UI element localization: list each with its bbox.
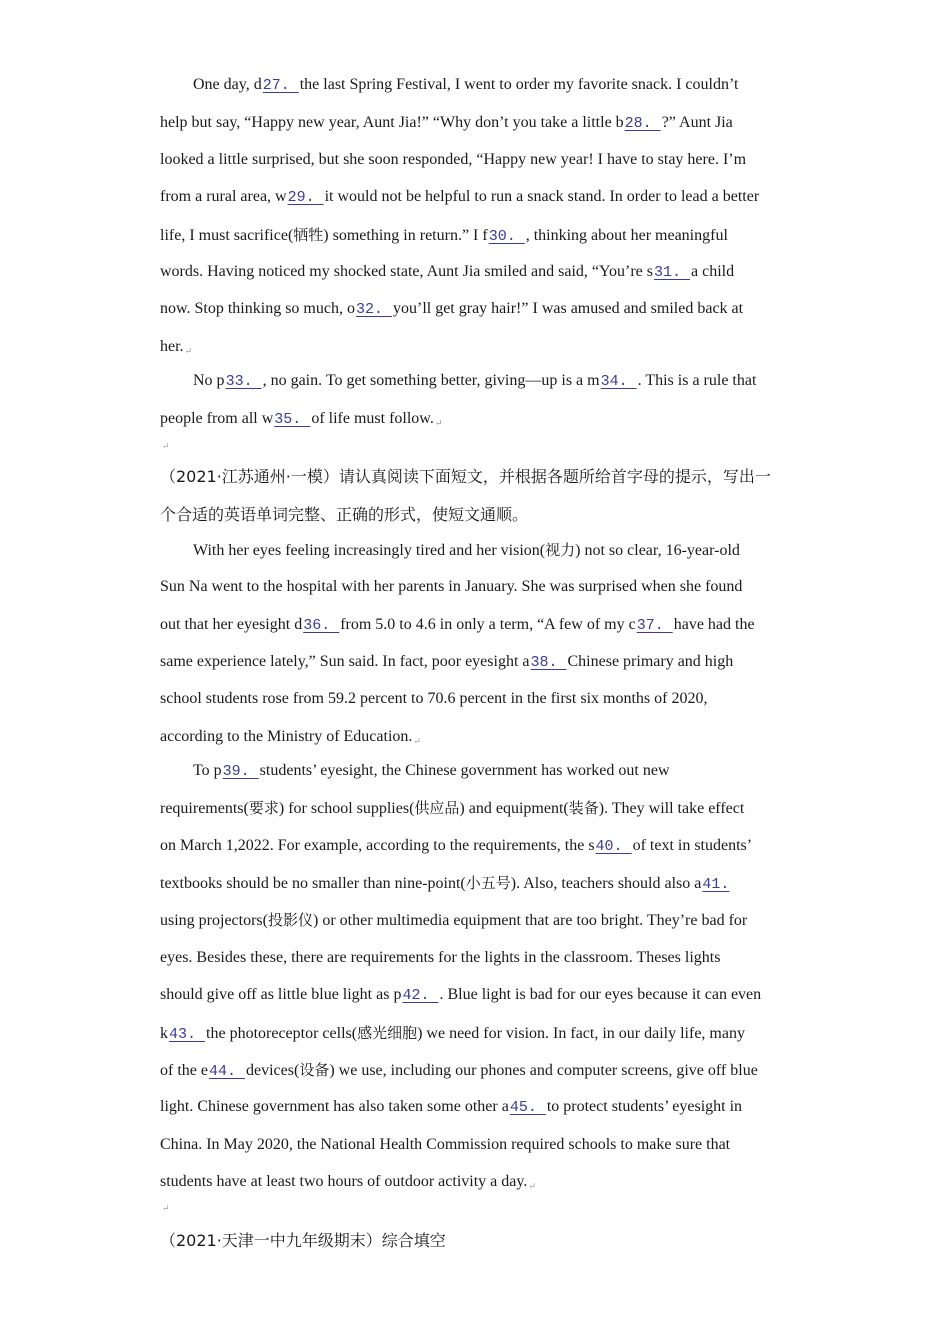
answer-blank[interactable]: 38. bbox=[530, 654, 567, 671]
text-segment: . Blue light is bad for our eyes because it can even bbox=[439, 986, 762, 1003]
passage1-line bbox=[193, 371, 756, 391]
chinese-gloss: 供应品 bbox=[414, 799, 460, 817]
text-segment: ?” Aunt Jia bbox=[661, 114, 733, 131]
paragraph-mark-icon: ↵ bbox=[184, 346, 193, 356]
answer-blank[interactable]: 27. bbox=[262, 77, 299, 94]
text-segment: on March 1,2022. For example, according to the requirements, the s bbox=[160, 837, 595, 854]
text-segment: words. Having noticed my shocked state, Aunt Jia smiled and said, “You’re s bbox=[160, 263, 653, 280]
text-segment: of text in students’ bbox=[632, 837, 753, 854]
answer-blank[interactable]: 33. bbox=[225, 373, 262, 390]
text-segment: students’ eyesight, the Chinese government has worked out new bbox=[259, 762, 670, 779]
text-segment: textbooks should be no smaller than nine-point( bbox=[160, 875, 466, 892]
paragraph-mark-icon: ↵ bbox=[528, 1181, 536, 1191]
answer-blank[interactable]: 42. bbox=[402, 987, 439, 1004]
answer-blank[interactable]: 45. bbox=[509, 1099, 546, 1116]
text-segment: China. In May 2020, the National Health Commission required schools to make sure that bbox=[160, 1136, 731, 1153]
text-segment: it would not be helpful to run a snack stand. In order to lead a better bbox=[324, 188, 760, 205]
passage1-line bbox=[160, 409, 442, 429]
passage2-line bbox=[160, 910, 747, 930]
task-heading: （2021·天津一中九年级期末）综合填空 bbox=[160, 1231, 446, 1250]
answer-blank[interactable]: 32. bbox=[355, 301, 392, 318]
chinese-gloss: 装备 bbox=[568, 799, 599, 817]
text-segment: ) we need for vision. In fact, in our daily life, many bbox=[417, 1025, 745, 1042]
text-segment: . This is a rule that bbox=[637, 372, 757, 389]
passage2-line bbox=[160, 1060, 758, 1080]
text-segment: should give off as little blue light as p bbox=[160, 986, 402, 1003]
text-segment: ) we use, including our phones and computer screens, give off blue bbox=[329, 1062, 758, 1079]
text-segment: now. Stop thinking so much, o bbox=[160, 300, 355, 317]
answer-blank[interactable]: 30. bbox=[488, 228, 525, 245]
text-segment: of life must follow. bbox=[311, 410, 434, 427]
text-segment: , thinking about her meaningful bbox=[525, 227, 728, 244]
passage2-line bbox=[160, 1135, 730, 1155]
passage2-line bbox=[160, 985, 761, 1005]
chinese-gloss: 视力 bbox=[545, 541, 576, 559]
text-segment: her. bbox=[160, 338, 184, 355]
text-segment: ). Also, teachers should also a bbox=[510, 875, 702, 892]
passage2-line bbox=[160, 652, 733, 672]
text-segment: No p bbox=[193, 372, 225, 389]
text-segment: Chinese primary and high bbox=[567, 653, 734, 670]
text-segment: people from all w bbox=[160, 410, 274, 427]
passage2-line bbox=[160, 577, 742, 597]
task-heading: （2021·江苏通州·一模）请认真阅读下面短文，并根据各题所给首字母的提示，写出一 bbox=[160, 467, 771, 486]
answer-blank[interactable]: 40. bbox=[595, 838, 632, 855]
passage2-line bbox=[160, 836, 752, 856]
text-segment: ) something in return.” I f bbox=[323, 227, 488, 244]
answer-blank[interactable]: 37. bbox=[636, 617, 673, 634]
answer-blank[interactable]: 29. bbox=[287, 189, 324, 206]
passage1-line bbox=[160, 225, 728, 245]
passage1-line bbox=[160, 262, 734, 282]
text-segment: One day, d bbox=[193, 76, 262, 93]
text-segment: eyes. Besides these, there are requirements for the lights in the classroom. Theses lights bbox=[160, 949, 721, 966]
text-segment: of the e bbox=[160, 1062, 208, 1079]
text-segment: ) not so clear, 16-year-old bbox=[575, 542, 740, 559]
passage2-line bbox=[160, 689, 707, 709]
passage1-line bbox=[193, 75, 738, 95]
text-segment: students have at least two hours of outdoor activity a day. bbox=[160, 1173, 528, 1190]
text-segment: same experience lately,” Sun said. In fact, poor eyesight a bbox=[160, 653, 530, 670]
chinese-gloss: 设备 bbox=[299, 1061, 330, 1079]
text-segment: from 5.0 to 4.6 in only a term, “A few of my c bbox=[340, 616, 636, 633]
text-segment: With her eyes feeling increasingly tired and her vision( bbox=[193, 542, 546, 559]
text-segment: you’ll get gray hair!” I was amused and smiled back at bbox=[392, 300, 744, 317]
text-segment: , no gain. To get something better, giving—up is a m bbox=[262, 372, 600, 389]
chinese-gloss: 牺牲 bbox=[293, 226, 324, 244]
passage2-line bbox=[160, 948, 720, 968]
chinese-gloss: 要求 bbox=[248, 799, 279, 817]
chinese-gloss: 小五号 bbox=[465, 874, 511, 892]
passage2-line bbox=[160, 873, 730, 893]
answer-blank[interactable]: 43. bbox=[169, 1026, 206, 1043]
text-segment: the last Spring Festival, I went to order my favorite snack. I couldn’t bbox=[299, 76, 739, 93]
passage2-line bbox=[160, 1023, 745, 1043]
text-segment: ) and equipment( bbox=[459, 800, 569, 817]
passage1-line bbox=[160, 150, 746, 170]
text-segment: Sun Na went to the hospital with her parents in January. She was surprised when she found bbox=[160, 578, 743, 595]
text-segment: ) for school supplies( bbox=[278, 800, 415, 817]
text-segment: the photoreceptor cells( bbox=[206, 1025, 358, 1042]
passage2-line bbox=[160, 727, 421, 747]
text-segment: k bbox=[160, 1025, 168, 1042]
answer-blank[interactable]: 44. bbox=[208, 1063, 245, 1080]
answer-blank[interactable]: 39. bbox=[222, 763, 259, 780]
passage2-line bbox=[193, 761, 670, 781]
empty-paragraph-mark-icon: ↵ bbox=[162, 441, 170, 451]
text-segment: light. Chinese government has also taken some other a bbox=[160, 1098, 509, 1115]
task-heading-continued: 个合适的英语单词完整、正确的形式，使短文通顺。 bbox=[160, 505, 529, 524]
text-segment: to protect students’ eyesight in bbox=[546, 1098, 743, 1115]
answer-blank[interactable]: 35. bbox=[274, 411, 311, 428]
paragraph-mark-icon: ↵ bbox=[413, 736, 421, 746]
text-segment: devices( bbox=[246, 1062, 300, 1079]
text-segment: help but say, “Happy new year, Aunt Jia!” “Why don’t you take a little b bbox=[160, 114, 624, 131]
passage2-line bbox=[160, 1097, 742, 1117]
answer-blank[interactable]: 34. bbox=[600, 373, 637, 390]
passage1-line bbox=[160, 299, 743, 319]
paragraph-mark-icon: ↵ bbox=[434, 418, 443, 428]
answer-blank[interactable]: 31. bbox=[653, 264, 690, 281]
answer-blank[interactable]: 28. bbox=[624, 115, 661, 132]
chinese-gloss: 感光细胞 bbox=[357, 1024, 418, 1042]
text-segment: according to the Ministry of Education. bbox=[160, 728, 413, 745]
passage2-line bbox=[160, 615, 755, 635]
text-segment: requirements( bbox=[160, 800, 249, 817]
answer-blank[interactable]: 36. bbox=[303, 617, 340, 634]
text-segment: a child bbox=[690, 263, 735, 280]
text-segment: ) or other multimedia equipment that are too bright. They’re bad for bbox=[313, 912, 748, 929]
passage2-line bbox=[193, 540, 740, 560]
text-segment: looked a little surprised, but she soon responded, “Happy new year! I have to stay here. I’m bbox=[160, 151, 747, 168]
text-segment: ). They will take effect bbox=[598, 800, 745, 817]
text-segment: out that her eyesight d bbox=[160, 616, 303, 633]
answer-blank[interactable]: 41. bbox=[702, 876, 730, 893]
passage1-line bbox=[160, 187, 759, 207]
text-segment: school students rose from 59.2 percent to 70.6 percent in the first six months of 2020, bbox=[160, 690, 708, 707]
text-segment: To p bbox=[193, 762, 222, 779]
text-segment: using projectors( bbox=[160, 912, 268, 929]
passage1-line bbox=[160, 337, 192, 357]
passage2-line bbox=[160, 1172, 536, 1192]
empty-paragraph-mark-icon: ↵ bbox=[162, 1203, 170, 1213]
passage2-line bbox=[160, 798, 744, 818]
chinese-gloss: 投影仪 bbox=[267, 911, 313, 929]
passage1-line bbox=[160, 113, 733, 133]
text-segment: from a rural area, w bbox=[160, 188, 287, 205]
text-segment: have had the bbox=[673, 616, 755, 633]
text-segment: life, I must sacrifice( bbox=[160, 227, 294, 244]
